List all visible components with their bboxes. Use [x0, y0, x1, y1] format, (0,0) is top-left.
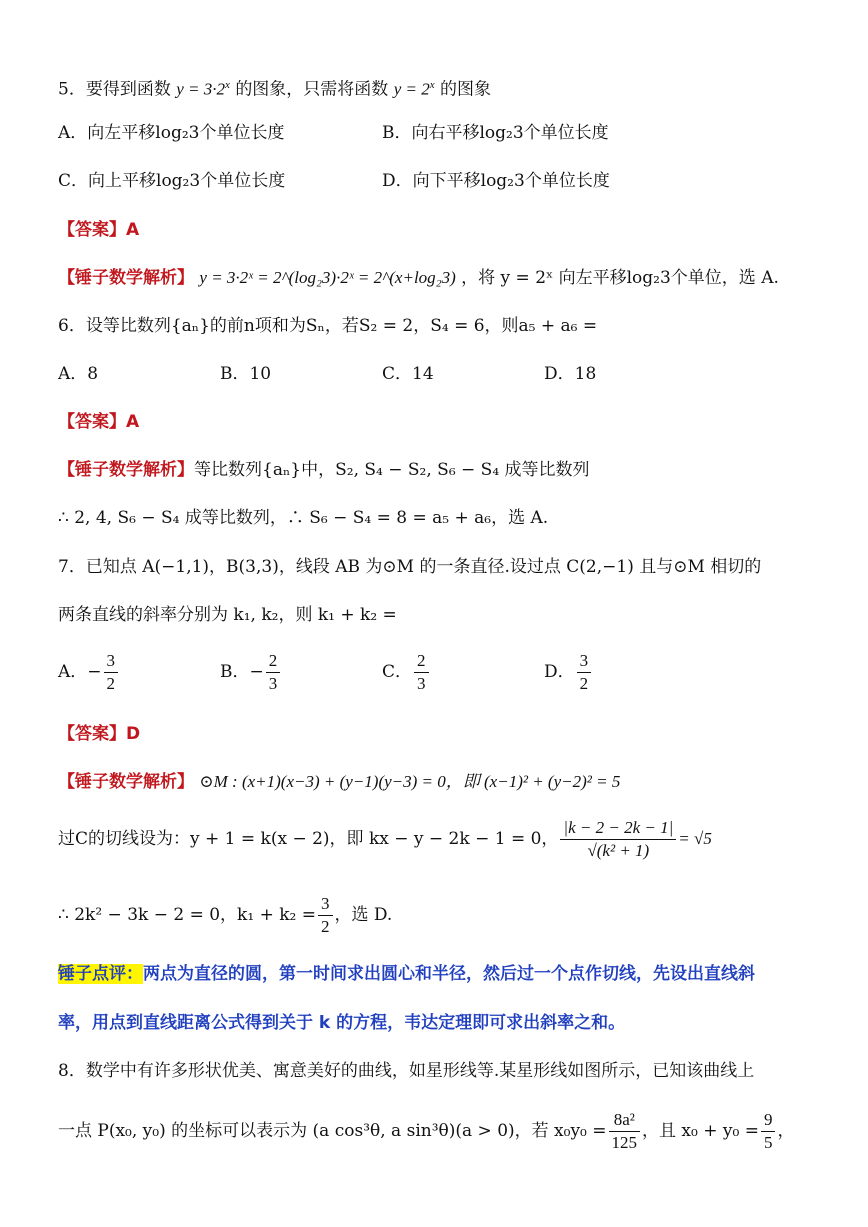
fraction-numerator: 9 — [761, 1109, 776, 1132]
q7-stem-line1: 7．已知点 A(−1,1)，B(3,3)，线段 AB 为⊙M 的一条直径.设过点 C(2,−1) 且与⊙M 相切的 — [58, 557, 762, 577]
q7-option-d — [544, 650, 593, 695]
q6-option-a: A．8 — [58, 364, 99, 384]
q7-option-b-label: B．− — [220, 662, 264, 682]
q7-option-d-label: D． — [544, 662, 575, 682]
fraction-numerator: 2 — [266, 650, 281, 673]
q6-stem: 6．设等比数列{aₙ}的前n项和为Sₙ，若S₂ = 2，S₄ = 6，则a₅ + a₆ = — [58, 316, 598, 336]
q8-stem-line2-post: ， — [777, 1121, 795, 1141]
q7-conclusion — [58, 890, 392, 940]
q7-option-c-label: C． — [382, 662, 413, 682]
commentary-line1 — [58, 962, 755, 986]
q7-tangent-line — [58, 814, 712, 864]
q5-option-a: A．向左平移log₂3个单位长度 — [58, 123, 285, 143]
fraction-numerator: 8a² — [609, 1109, 641, 1132]
fraction-denominator: √(k² + 1) — [587, 841, 650, 860]
q5-analysis-post: ，将 y = 2ˣ 向左平移log₂3个单位，选 A. — [461, 268, 779, 288]
q7-option-b — [220, 650, 282, 695]
fraction-denominator: 5 — [763, 1133, 773, 1152]
q5-stem — [58, 73, 491, 102]
fraction-denominator: 2 — [579, 674, 589, 693]
q5-option-c: C．向上平移log₂3个单位长度 — [58, 171, 286, 191]
q5-stem-prefix: 5．要得到函数 — [58, 79, 171, 100]
q7-stem-line2: 两条直线的斜率分别为 k₁, k₂，则 k₁ + k₂ = — [58, 605, 397, 625]
fraction-denominator: 2 — [106, 674, 116, 693]
fraction-numerator: 3 — [577, 650, 592, 673]
q6-analysis-label: 【锤子数学解析】 — [58, 460, 194, 480]
fraction-numerator: 3 — [318, 893, 333, 916]
q5-analysis-expr: y = 3·2ˣ = 2^(log₂3)·2ˣ = 2^(x+log₂3) — [199, 268, 456, 287]
q7-conclusion-post: ，选 D. — [334, 905, 393, 925]
q5-expr2-sup: x — [429, 79, 435, 91]
q5-expr2: y = 2 — [393, 79, 430, 99]
q7-analysis-line1: ⊙M : (x+1)(x−3) + (y−1)(y−3) = 0，即 (x−1)² + (y−2)² = 5 — [199, 772, 621, 791]
commentary-label: 锤子点评： — [58, 964, 143, 984]
q7-option-a — [58, 650, 120, 695]
q8-stem-line2-mid: ，且 x₀ + y₀ = — [642, 1121, 759, 1141]
fraction-denominator: 3 — [417, 674, 426, 693]
q5-option-d: D．向下平移log₂3个单位长度 — [382, 171, 610, 191]
fraction-denominator: 2 — [321, 917, 330, 936]
q6-answer: 【答案】A — [58, 412, 140, 432]
fraction-denominator: 125 — [611, 1133, 638, 1152]
q7-distance-fraction — [560, 817, 676, 862]
q7-option-d-fraction — [577, 650, 592, 695]
commentary-line2 — [58, 1011, 625, 1035]
q5-stem-mid: 的图象，只需将函数 — [235, 79, 389, 100]
q8-fraction-1 — [609, 1109, 641, 1154]
fraction-numerator: |k − 2 − 2k − 1| — [560, 817, 676, 840]
q5-analysis-label: 【锤子数学解析】 — [58, 268, 194, 288]
q8-stem-line2-prefix: 一点 P(x₀, y₀) 的坐标可以表示为 (a cos³θ, a sin³θ)(a > 0)，若 x₀y₀ = — [58, 1121, 607, 1141]
q7-analysis — [58, 770, 620, 794]
q5-option-b: B．向右平移log₂3个单位长度 — [382, 123, 609, 143]
q6-option-b: B．10 — [220, 364, 272, 384]
q8-stem-line1: 8．数学中有许多形状优美、寓意美好的曲线，如星形线等.某星形线如图所示，已知该曲线上 — [58, 1061, 755, 1081]
commentary-text1: 两点为直径的圆，第一时间求出圆心和半径，然后过一个点作切线，先设出直线斜 — [143, 964, 755, 984]
q5-expr1: y = 3·2 — [176, 79, 226, 99]
q5-expr1-sup: x — [225, 79, 230, 91]
q7-tangent-post: = √5 — [678, 829, 712, 848]
q6-analysis — [58, 458, 590, 482]
q7-answer: 【答案】D — [58, 724, 141, 744]
q6-conclusion: ∴ 2, 4, S₆ − S₄ 成等比数列，∴ S₆ − S₄ = 8 = a₅ + a₆，选 A. — [58, 508, 549, 528]
q7-option-a-label: A．− — [58, 662, 102, 682]
q6-analysis-text: 等比数列{aₙ}中，S₂, S₄ − S₂, S₆ − S₄ 成等比数列 — [194, 460, 590, 480]
q7-option-b-fraction — [266, 650, 281, 695]
commentary-text2: 率，用点到直线距离公式得到关于 k 的方程，韦达定理即可求出斜率之和。 — [58, 1013, 626, 1033]
q7-option-c-fraction — [414, 650, 429, 695]
q7-option-c — [382, 650, 431, 695]
fraction-numerator: 3 — [104, 650, 119, 673]
q7-option-a-fraction — [104, 650, 119, 695]
q7-conclusion-fraction — [318, 893, 333, 938]
q8-stem-line2 — [58, 1106, 794, 1156]
q7-analysis-label: 【锤子数学解析】 — [58, 772, 194, 792]
fraction-denominator: 3 — [268, 674, 278, 693]
q6-option-c: C．14 — [382, 364, 434, 384]
q5-analysis — [58, 266, 779, 290]
q6-option-d: D．18 — [544, 364, 597, 384]
q7-tangent-prefix: 过C的切线设为：y + 1 = k(x − 2)，即 kx − y − 2k − 1 = 0， — [58, 829, 559, 849]
q5-stem-suffix: 的图象 — [440, 79, 492, 100]
q7-conclusion-prefix: ∴ 2k² − 3k − 2 = 0，k₁ + k₂ = — [58, 905, 316, 925]
q5-answer: 【答案】A — [58, 220, 140, 240]
q8-fraction-2 — [761, 1109, 776, 1154]
fraction-numerator: 2 — [414, 650, 429, 673]
